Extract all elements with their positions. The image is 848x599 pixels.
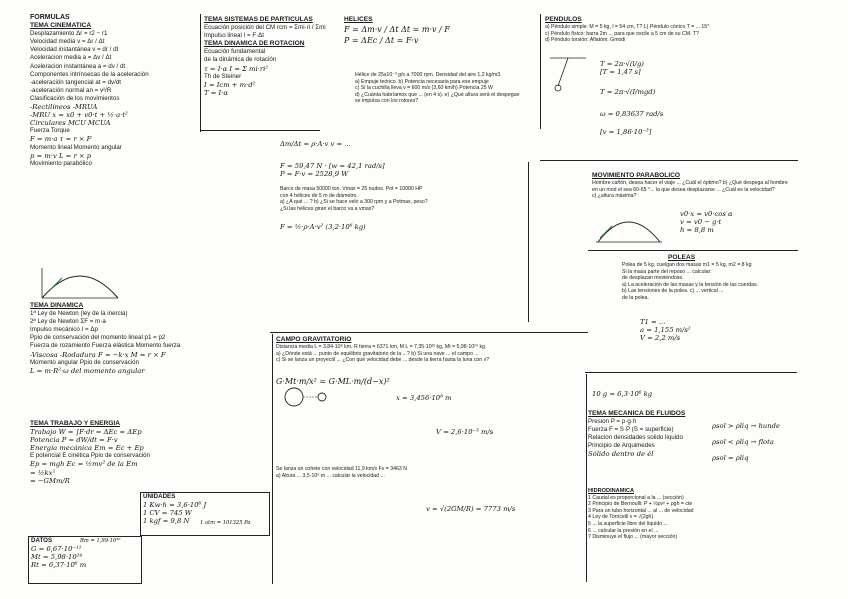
formula-line: Clasificación de los movimientos [30,94,120,102]
helices-problem-line: d) ¿Cuánta habríamos que ... (en 4 s). e) ¿Qué altura será el despegue [355,91,520,98]
particulas-line: T = I·α [204,88,228,97]
fluidos-line: Relacion densidades solido liquido [588,434,683,442]
fluidos-section [588,410,708,486]
pendulum-sketch [548,56,588,96]
poleas-line: Si la masa parte del reposo ... calcular: [622,268,712,275]
dinamica-line: Impulso mecánico I = Δp [30,326,98,334]
poleas-section [622,254,797,310]
parabolico-work-line: h = 8,8 m [680,226,714,235]
pendulos-work-line: ω = 0,83637 rad/s [600,110,664,119]
energia-line: Trabajo W = ∫F·dr = ΔEc = ΔEp [30,428,142,437]
pendulos-work [600,60,796,158]
pendulos-work-line: T = 2π·√(l/g) [600,60,644,68]
dinamica-line: Ppio de conservación del momento lineal p1 = p2 [30,334,166,342]
datos-extra [80,538,140,545]
poleas-heading: POLEAS [668,254,696,261]
hidrodinamica-line: 7 Disminuye el flujo ... (mayor sección) [588,534,678,541]
poleas-line: a) La aceleración de las masas y la tensión de las cuerdas. [622,281,759,288]
particulas-line: Th de Steiner [204,72,242,80]
cannon-trajectory-sketch [594,208,664,246]
energia-line: = −GMm/R [30,476,70,485]
formula-line: Aceleracion instantánea a = dv / dt [30,62,126,70]
formula-line: Movimiento parabólico [30,159,92,167]
unidades-title: UNIDADES [143,493,176,500]
dinamica-line: Momento angular Ppio de conservación [30,358,140,366]
helices-work [280,140,525,330]
helices-work-line: Barco de masa 50000 ton. Vmax = 25 nudos. Pot = 10000 HP [280,186,423,193]
hidrodinamica-section [588,488,798,582]
hidrodinamica-line: 4 Ley de Torricelli v = √(2gh) [588,514,654,521]
parabolico-line: en un mod el sea 60-65 °... la que desea desplazarse ... ¿Cuál es la velocidad? [592,186,775,193]
parabolico-line: Hombre cañón, desea hacer el viaje ... ¿Cuál el óptimo? b) ¿Qué despega al hombre [592,180,788,187]
dinamica-line: 2ª Ley de Newton ΣF = m·a [30,318,106,326]
unidades-line: 1 CV = 745 W [143,509,192,518]
hidrodinamica-line: 1 Caudal es proporcional a la ... (sección) [588,494,684,501]
helices-work-line: P = F·v = 2528,9 W [280,170,349,179]
poleas-line: b) Las tensiones de la polea. c) ... vertical ... [622,288,724,295]
pendulos-work-line: [v = 1,86·10⁻³] [600,128,652,137]
rotacion-heading: TEMA DINAMICA DE ROTACION [204,40,305,48]
energia-line: Potencia P = dW/dt = F·v [30,436,118,445]
divider-line [540,160,798,161]
formulas-title: FORMULAS [30,14,70,21]
pendulos-work-line: [T = 1,47 s] [600,68,641,77]
dinamica-section [30,302,270,410]
poleas-line: de desplazan moviéndose. [622,275,684,282]
datos-line: Rt = 6,37·10⁶ m [31,561,87,570]
poleas-work [640,318,796,370]
helices-work-line: F = 59,47 N · [w = 42,1 rad/s] [280,162,385,171]
fluidos-branches [712,422,798,478]
parabolico-work [680,210,796,248]
parabola-sketch [40,262,120,302]
energia-section [30,420,260,492]
particulas-line: Ecuación fundamental [204,48,266,56]
particulas-section [204,16,336,128]
poleas-line: de la polea. [622,295,649,302]
formula-line: Desplazamiento Δr = r2 − r1 [30,30,108,38]
datos-title: DATOS [31,537,53,544]
divider-line [540,14,541,129]
pendulos-work-line: T = 2π·√(I/mgd) [600,88,656,97]
hidrodinamica-heading: HIDRODINAMICA [588,488,634,494]
gravitatorio-line: V = 2,6·10⁻³ m/s [436,427,494,436]
dinamica-line: L = m·R²·ω del momento angular [30,366,145,375]
pendulos-heading: PENDULOS [545,16,582,23]
helices-line: F = Δm·v / Δt Δt = m·v / F [344,25,450,35]
formula-line: Aceleracion media a = Δv / Δt [30,54,112,62]
particulas-line: Ecuación posición del CM rcm = Σmi·ri / Σmi [204,24,326,32]
dinamica-heading: TEMA DINAMICA [30,302,84,309]
formula-line: Circulares MCU MCUA [30,119,111,128]
particulas-line: τ = I·α I = Σ mi·ri² [204,64,268,73]
helices-work-line: a) ¿A qué ... ? b) ¿Si se hace velo a 300 rpm y a Potmax, peso? [280,199,428,206]
divider-line [200,130,320,131]
divider-line [528,162,529,322]
formula-line: F = m·a τ = r × F [30,135,92,144]
helices-problem [355,72,537,122]
helices-problem-line: se impulsa con los rotores? [355,98,419,105]
helices-work-line: ¿Si las hélices giran el barco va a vmax? [280,206,375,213]
gravitatorio-line: Se lanza un cohete con velocidad 11,9 km/s Fv = 3463 N [276,466,407,473]
divider-line [588,250,798,251]
particulas-line: Impulso lineal I = F·Δt [204,32,265,40]
pendulos-line: d) Péndulo torsión: Aflatóm. Gmodi [545,37,626,44]
hidrodinamica-line: 2 Principio de Bernoulli: P + ½ρv² + ρgh = cte [588,501,693,508]
poleas-line: Polea de 5 kg, cuelgan dos masas m1 = 5 kg, m2 = 8 kg [622,262,752,269]
fluidos-heading: TEMA MECANICA DE FLUIDOS [588,410,686,417]
dinamica-line: Fuerza de rozamiento Fuerza elástica Momento fuerza [30,342,181,350]
formula-line: Componentes intrínsecas de la aceleración [30,70,149,78]
parabolico-section [592,172,797,206]
divider-line [272,334,273,584]
fluidos-branch: ρsol > ρliq → hunde [712,422,780,430]
pendulos-line: c) Péndulo físico: barra 2m ... para que oscile a 5 cm de su CM. T? [545,30,699,37]
energia-line: = ½kx² [30,468,56,477]
datos-line: Mt = 5,98·10²⁴ [31,553,83,562]
formula-line: Momento lineal Momento angular [30,143,122,151]
hidrodinamica-line: 3 Para un tubo horizontal ... al ... de velocidad [588,507,694,514]
fluidos-line: Fuerza F = S·P (S = superficie) [588,426,674,434]
unidades-section [143,493,267,535]
formula-line: -MRU x = x0 + v0·t + ½·a·t² [30,111,128,120]
particulas-heading: TEMA SISTEMAS DE PARTICULAS [204,16,313,23]
formula-line: -aceleración tangencial at = dv/dt [30,78,121,86]
formula-line: -Rectilíneos -MRUA [30,103,98,112]
formula-line: -aceleración normal an = v²/R [30,86,112,94]
poleas-work-line: a = 1,155 m/s² [640,326,691,335]
unidades-line: 1 Kw·h = 3,6·10⁶ J [143,501,207,510]
helices-section [344,16,536,66]
fluidos-line: Sólido dentro de él [588,450,654,459]
hidrodinamica-line: 5 ... la superficie libre del líquido ... [588,520,668,527]
gravitatorio-line: G·Mt·m/x² = G·ML·m/(d−x)² [276,376,390,386]
helices-work-line: Δm/Δt = ρ·A·v v = ... [280,140,351,148]
parabolico-line: c) ¿altura máxima? [592,193,637,200]
gravitatorio-line: c) Si se lanza un proyectil ... ¿Con qué velocidad debe ... desde la tierra hasta la luna con v? [276,357,490,364]
datos-line: G = 6,67·10⁻¹¹ [31,545,82,554]
divider-line [586,374,587,582]
divider-line [200,14,201,132]
energia-line: Energía mecánica Em = Ec + Ep [30,444,144,453]
fluidos-line: Presion P = ρ·g·h [588,418,637,426]
helices-line: P = ΔEc / Δt = F·v [344,36,419,46]
parabolico-work-line: v = v0 − g·t [680,218,722,227]
divider-line [270,332,588,333]
energia-line: Ep = mgh Ec = ½mv² de la Em [30,460,138,469]
fluidos-branch: ρsol < ρliq → flota [712,438,774,447]
parabolico-work-line: v0·x = v0·cos α [680,210,733,218]
poleas-work-line: V = 2,2 m/s [640,334,681,343]
hidrodinamica-line: 6 ... calcular la presión en el ... [588,527,659,534]
dinamica-line: 1ª Ley de Newton (ley de la inercia) [30,310,128,318]
helices-problem-line: Hélice de 25x10⁻³ g/s a 7000 rpm. Densidad del aire 1,2 kg/m3. [355,72,502,78]
gravity-line [592,390,792,398]
parabolico-heading: MOVIMIENTO PARABOLICO [592,172,681,179]
fluidos-line: Principio de Arquimedes [588,442,655,450]
unidades-line: 1 kgf = 9,8 N [143,517,190,526]
particulas-line: I = Icm + m·d² [204,80,256,89]
formula-line: Velocidad media v = Δr / Δt [30,38,105,46]
formulas-section [30,14,198,300]
particulas-line: de la dinámica de rotación [204,56,277,64]
formula-line: Fuerza Torque [30,127,70,135]
helices-work-line: F = ½·ρ·A·v² (3,2·10⁶ kg) [280,222,366,231]
pendulos-section [545,16,797,56]
gravitatorio-line: Distancia media L = 3,84·10⁸ km, R tierra = 6371 km, M L = 7,35·10²² kg, Mt = 5,98·10²⁴ kg [276,344,486,351]
cinematica-heading: TEMA CINEMATICA [30,22,92,30]
energia-heading: TEMA TRABAJO Y ENERGIA [30,420,121,427]
poleas-work-line: T1 = ... [640,318,666,326]
formula-line: Velocidad instantánea v = dr / dt [30,46,119,54]
helices-problem-line: a) Empuje teórico. b) Potencia necesaria para ese empuje [355,78,489,85]
datos-line: Rm = 1,99·10³⁰ [80,538,121,544]
gravitatorio-line: a) Altura ... 3,5·10⁶ m ... calcular la velocidad ... [276,472,385,479]
gravitatorio-section [276,336,582,580]
earth-moon-sketch [282,382,330,412]
fluidos-gravity-line: 10 g = 6,3·10⁶ kg [592,390,653,398]
gravitatorio-heading: CAMPO GRAVITATORIO [276,336,352,343]
gravitatorio-line: a) ¿Dónde está ... punto de equilibrio gravitatorio de la ...? b) Si una nave ... el campo ... [276,350,479,357]
dinamica-line: -Viscosa -Rodadura F = −k·x M = r × F [30,350,166,359]
gravitatorio-line: x = 3,456·10⁸ m [396,393,452,402]
unidades-line: 1 atm = 101325 Pa [200,520,251,526]
gravitatorio-line: v = √(2GM/R) = 7773 m/s [426,505,516,514]
helices-heading: HELICES [344,16,373,23]
unidades-extra [200,520,266,527]
divider-line [585,372,797,373]
fluidos-branch: ρsol = ρliq [712,454,749,463]
helices-work-line: con 4 hélices de 5 m de diámetro. [280,192,358,199]
pendulos-line: a) Péndulo simple: M = 5 kg, l = 54 cm, T? L) Péndulo cónico T = ... 15° [545,24,710,31]
formula-line: p = m·v L = r × p [30,151,92,160]
helices-problem-line: c) Si la cuchilla lleva v = 600 m/s (3,60 km/h) Potencia 25 W [355,85,493,92]
energia-line: E potencial E cinética Ppio de conservación [30,452,151,460]
